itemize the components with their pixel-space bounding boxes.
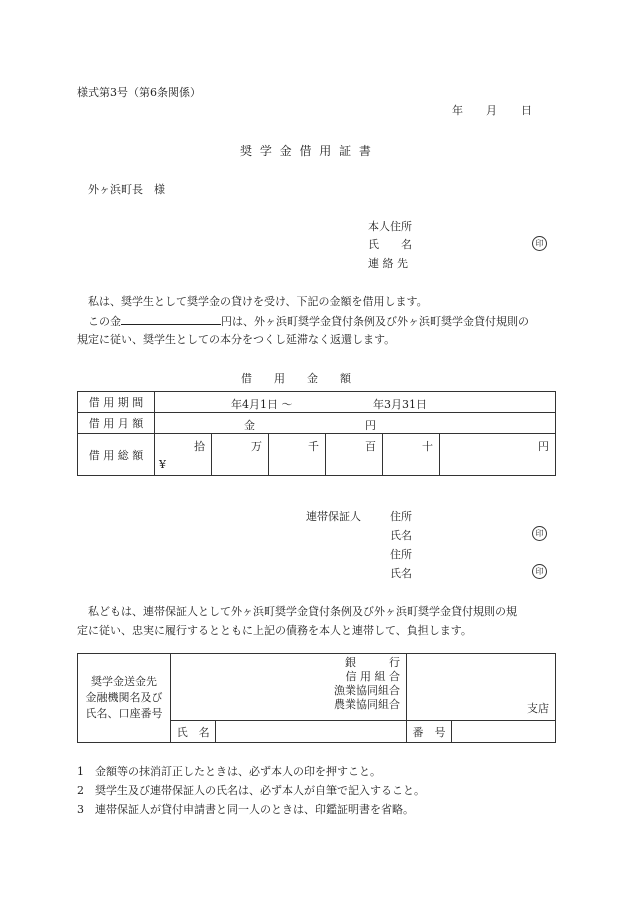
monthly-cell[interactable] — [155, 413, 556, 434]
monthly-kin: 金 — [244, 419, 255, 432]
branch-label: 支店 — [527, 702, 549, 715]
total-digit-cell[interactable] — [212, 434, 269, 476]
digit-label: 拾 — [194, 440, 205, 453]
guarantor-address-1: 住所 — [390, 510, 412, 523]
monthly-label: 借 用 月 額 — [78, 413, 155, 434]
note-1: 1 金額等の抹消訂正したときは、必ず本人の印を押すこと。 — [77, 765, 381, 778]
date-day: 日 — [521, 104, 532, 117]
total-digit-cell[interactable] — [269, 434, 326, 476]
digit-label: 百 — [365, 440, 376, 453]
total-label: 借 用 総 額 — [78, 434, 155, 476]
total-digit-cell[interactable] — [383, 434, 440, 476]
note-3: 3 連帯保証人が貸付申請書と同一人のときは、印鑑証明書を省略。 — [77, 803, 414, 816]
bank-label-line: 奨学金送金先 — [91, 675, 157, 688]
period-to: 年3月31日 — [373, 398, 427, 411]
bank-label-line: 金融機関名及び — [85, 691, 163, 704]
loan-table — [77, 391, 556, 476]
account-number-field[interactable] — [452, 721, 556, 743]
intro-line-2-post: 円は、外ヶ浜町奨学金貸付条例及び外ヶ浜町奨学金貸付規則の — [221, 315, 529, 328]
amount-blank[interactable] — [121, 312, 221, 325]
guarantor-statement-1: 私どもは、連帯保証人として外ヶ浜町奨学金貸付条例及び外ヶ浜町奨学金貸付規則の規 — [88, 605, 517, 618]
guarantor-label: 連帯保証人 — [306, 510, 361, 523]
applicant-contact-label: 連 絡 先 — [368, 257, 408, 270]
addressee: 外ヶ浜町長 様 — [88, 183, 165, 196]
guarantor-statement-2: 定に従い、忠実に履行するとともに上記の債務を本人と連帯して、負担します。 — [77, 624, 472, 637]
guarantor-seal-icon: 印 — [532, 564, 547, 579]
monthly-yen: 円 — [365, 419, 376, 432]
account-name-label: 氏 名 — [171, 721, 216, 743]
applicant-seal-icon: 印 — [532, 236, 547, 251]
account-number-label: 番 号 — [407, 721, 452, 743]
branch-cell[interactable] — [407, 654, 556, 721]
digit-label: 千 — [308, 440, 319, 453]
institution-types — [334, 656, 400, 712]
bank-table — [77, 653, 556, 743]
guarantor-seal-icon: 印 — [532, 526, 547, 541]
guarantor-address-2: 住所 — [390, 548, 412, 561]
yen-mark: ¥ — [159, 458, 166, 471]
date-year: 年 — [452, 104, 463, 117]
document-title: 奨 学 金 借 用 証 書 — [240, 144, 373, 158]
bank-label-line: 氏名、口座番号 — [85, 707, 163, 720]
date-month: 月 — [486, 104, 497, 117]
total-digit-cell[interactable] — [326, 434, 383, 476]
account-name-field[interactable] — [216, 721, 407, 743]
institution-type: 農業協同組合 — [334, 698, 400, 711]
form-number: 様式第3号（第6条関係） — [77, 86, 201, 99]
intro-line-3: 規定に従い、奨学生としての本分をつくし延滞なく返還します。 — [77, 333, 396, 346]
period-cell[interactable] — [155, 392, 556, 413]
intro-line-2-pre: この金 — [88, 315, 121, 328]
guarantor-name-1: 氏名 — [390, 529, 412, 542]
loan-amount-heading: 借 用 金 額 — [241, 372, 351, 385]
intro-line-1: 私は、奨学生として奨学金の貸けを受け、下記の金額を借用します。 — [88, 295, 428, 308]
institution-cell[interactable] — [171, 654, 407, 721]
digit-label: 円 — [538, 440, 549, 453]
intro-line-2 — [88, 312, 529, 329]
institution-type: 信 用 組 合 — [345, 670, 400, 683]
applicant-address-label: 本人住所 — [368, 220, 412, 233]
bank-left-label — [78, 654, 171, 743]
institution-type: 銀 行 — [345, 656, 400, 669]
total-digit-cell[interactable] — [440, 434, 556, 476]
note-2: 2 奨学生及び連帯保証人の氏名は、必ず本人が自筆で記入すること。 — [77, 784, 425, 797]
period-from: 年4月1日 〜 — [231, 398, 293, 411]
digit-label: 万 — [251, 440, 262, 453]
total-digit-cell[interactable] — [155, 434, 212, 476]
guarantor-name-2: 氏名 — [390, 567, 412, 580]
applicant-name-label: 氏 名 — [368, 238, 412, 251]
digit-label: 十 — [422, 440, 433, 453]
period-label: 借 用 期 間 — [78, 392, 155, 413]
institution-type: 漁業協同組合 — [334, 684, 400, 697]
